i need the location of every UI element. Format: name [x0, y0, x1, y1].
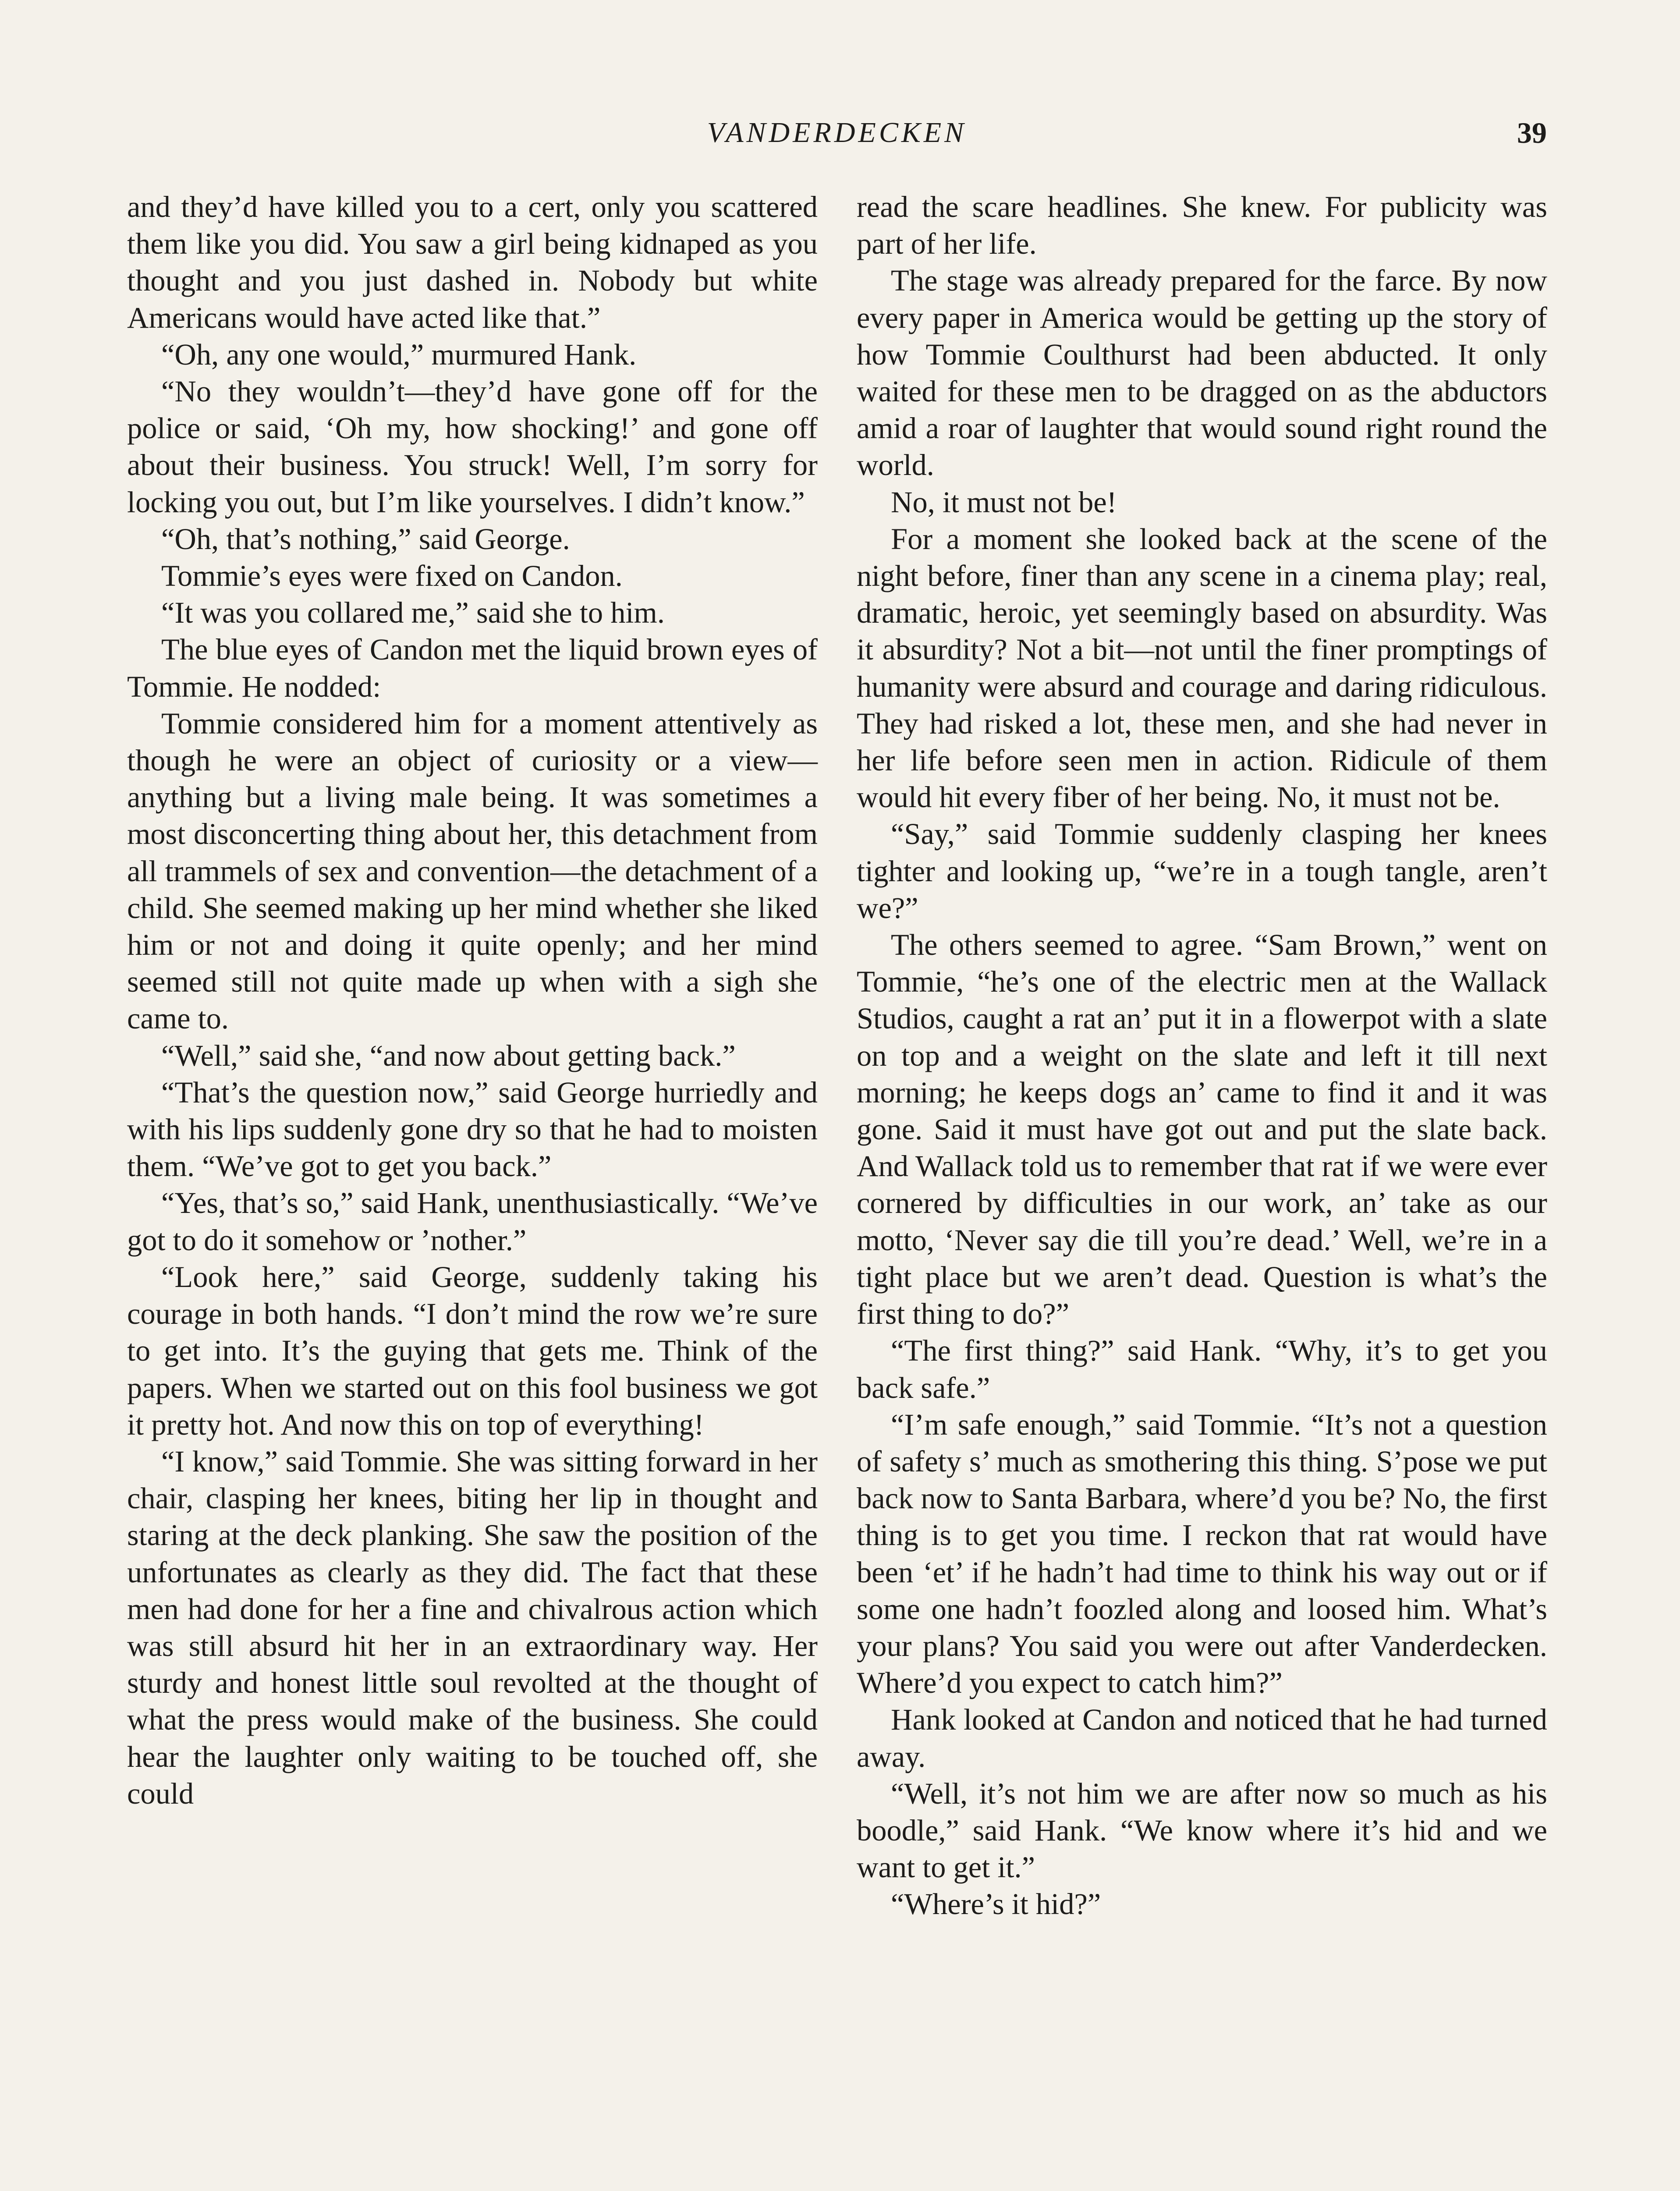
page-header: [127, 113, 1547, 152]
paragraph: “That’s the question now,” said George hurriedly and with his lips suddenly gone dry so that he had to moisten them. “We’ve got to get you back.”: [127, 1075, 818, 1183]
paragraph: Tommie considered him for a moment attentively as though he were an object of curiosity or a view—anything but a living male being. It was sometimes a most disconcerting thing about her, this detachment from all trammels of sex and convention—the detachment of a child. She seemed making up her mind whether she liked him or not and doing it quite openly; and her mind seemed still not quite made up when with a sigh she came to.: [127, 706, 818, 1035]
paragraph: “Yes, that’s so,” said Hank, unenthusiastically. “We’ve got to do it somehow or ’nother.”: [127, 1186, 818, 1257]
paragraph: “Say,” said Tommie suddenly clasping her knees tighter and looking up, “we’re in a tough tangle, aren’t we?”: [857, 817, 1547, 925]
paragraph: and they’d have killed you to a cert, only you scattered them like you did. You saw a girl being kidnaped as you thought and you just dashed in. Nobody but white Americans would have acted like that.”: [127, 190, 818, 334]
paragraph: “Well,” said she, “and now about getting back.”: [161, 1039, 736, 1072]
paragraph: The blue eyes of Candon met the liquid brown eyes of Tommie. He nodded:: [127, 633, 818, 703]
paragraph: “I’m safe enough,” said Tommie. “It’s not a question of safety s’ much as smothering this thing. S’pose we put back now to Santa Barbara, where’d you be? No, the first thing is to get you time. I reckon that rat would have been ‘et’ if he hadn’t had time to think his way out or if some one hadn’t foozled along and loosed him. What’s your plans? You said you were out after Vanderdecken. Where’d you expect to catch him?”: [857, 1407, 1547, 1700]
right-column: [857, 188, 1547, 2191]
paragraph: “No they wouldn’t—they’d have gone off for the police or said, ‘Oh my, how shocking!’ and gone off about their business. You struck! Well, I’m sorry for locking you out, but I’m like yourselves. I didn’t know.”: [127, 375, 818, 519]
paragraph: No, it must not be!: [891, 485, 1117, 519]
paragraph: read the scare headlines. She knew. For publicity was part of her life.: [857, 190, 1547, 261]
paragraph: “The first thing?” said Hank. “Why, it’s to get you back safe.”: [857, 1334, 1547, 1404]
page-number: 39: [1517, 116, 1547, 149]
paragraph: For a moment she looked back at the scene of the night before, finer than any scene in a cinema play; real, dramatic, heroic, yet seemingly based on absurdity. Was it absurdity? Not a bit—not until the finer promptings of humanity were absurd and courage and daring ridiculous. They had risked a lot, these men, and she had never in her life before seen men in action. Ridicule of them would hit every fiber of her being. No, it must not be.: [857, 522, 1547, 814]
paragraph: “Oh, any one would,” murmured Hank.: [161, 337, 637, 371]
paragraph: “Oh, that’s nothing,” said George.: [161, 522, 570, 556]
paragraph: “Where’s it hid?”: [891, 1887, 1101, 1921]
paragraph: “I know,” said Tommie. She was sitting forward in her chair, clasping her knees, biting her lip in thought and staring at the deck planking. She saw the position of the unfortunates as clearly as they did. The fact that these men had done for her a fine and chivalrous action which was still absurd hit her in an extraordinary way. Her sturdy and honest little soul revolted at the thought of what the press would make of the business. She could hear the laughter only waiting to be touched off, she could: [127, 1444, 818, 1810]
left-column: [127, 188, 818, 2191]
paragraph: “Well, it’s not him we are after now so much as his boodle,” said Hank. “We know where it’s hid and we want to get it.”: [857, 1776, 1547, 1884]
paragraph: The stage was already prepared for the farce. By now every paper in America would be getting up the story of how Tommie Coulthurst had been abducted. It only waited for these men to be dragged on as the abductors amid a roar of laughter that would sound right round the world.: [857, 264, 1547, 482]
paragraph: The others seemed to agree. “Sam Brown,” went on Tommie, “he’s one of the electric men at the Wallack Studios, caught a rat an’ put it in a flowerpot with a slate on top and a weight on the slate and left it till next morning; he keeps dogs an’ came to find it and it was gone. Said it must have got out and put the slate back. And Wallack told us to remember that rat if we were ever cornered by difficulties in our work, an’ take as our motto, ‘Never say die till you’re dead.’ Well, we’re in a tight place but we aren’t dead. Question is what’s the first thing to do?”: [857, 928, 1547, 1331]
paragraph: Hank looked at Candon and noticed that he had turned away.: [857, 1703, 1547, 1773]
paragraph: Tommie’s eyes were fixed on Candon.: [161, 559, 623, 593]
paragraph: “Look here,” said George, suddenly taking his courage in both hands. “I don’t mind the row we’re sure to get into. It’s the guying that gets me. Think of the papers. When we started out on this fool business we got it pretty hot. And now this on top of everything!: [127, 1260, 818, 1441]
paragraph: “It was you collared me,” said she to him.: [161, 596, 665, 630]
running-title: VANDERDECKEN: [707, 117, 967, 149]
